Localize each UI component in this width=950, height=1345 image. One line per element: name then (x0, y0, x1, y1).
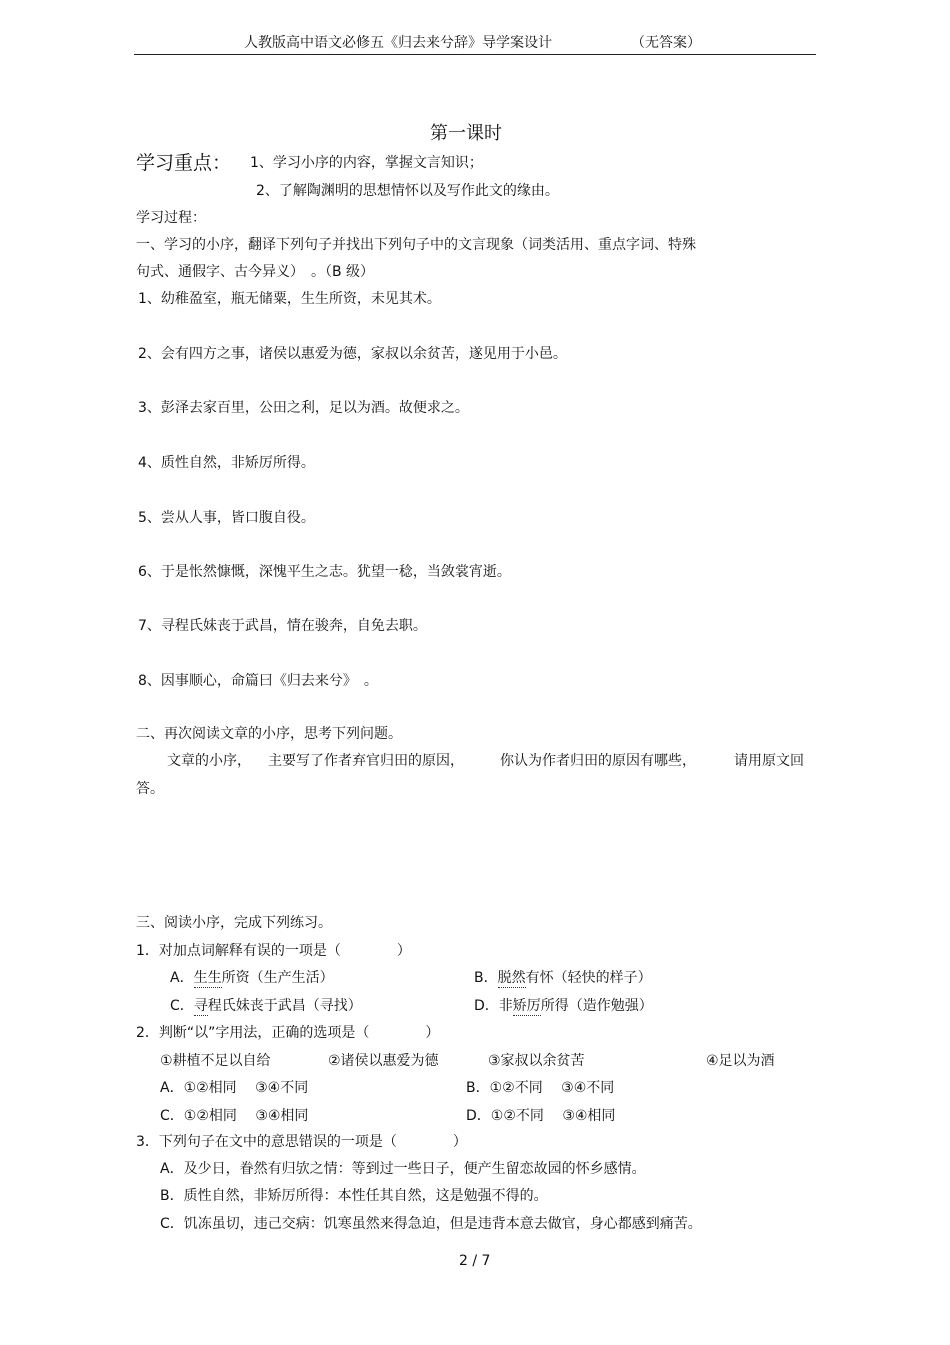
q1-option-c (170, 998, 362, 1016)
section2-q-part1: 文章的小序， (167, 753, 251, 769)
q2-option-c: C．①②相同 ③④相同 (160, 1108, 309, 1124)
sentence-1: 1、幼稚盈室，瓶无储粟，生生所资，未见其术。 (138, 291, 441, 307)
header-title: 人教版高中语文必修五《归去来兮辞》导学案设计 (244, 35, 552, 51)
q3-option-c: C．饥冻虽切，违己交病：饥寒虽然来得急迫，但是违背本意去做官，身心都感到痛苦。 (160, 1216, 702, 1232)
q3-stem: 3．下列句子在文中的意思错误的一项是（ ） (136, 1134, 467, 1150)
q2-sentence-1: ①耕植不足以自给 (160, 1053, 271, 1069)
section2-q-part2: 主要写了作者弃官归田的原因， (268, 753, 464, 769)
section2-title: 二、再次阅读文章的小序，思考下列问题。 (136, 726, 402, 742)
page-number: 2 / 7 (459, 1253, 491, 1269)
q1-b-dotted-word: 脱然 (497, 970, 526, 986)
q1-c-dotted-word: 寻 (193, 998, 208, 1014)
q2-option-a: A．①②相同 ③④不同 (160, 1080, 309, 1096)
q1-option-a (170, 970, 334, 988)
q3-option-a: A．及少日，眷然有归欤之情：等到过一些日子，便产生留恋故园的怀乡感情。 (160, 1161, 646, 1177)
q1-option-d (474, 998, 653, 1016)
q1-c-rest: 程氏妹丧于武昌（寻找） (207, 998, 362, 1014)
q1-d-rest: 所得（造作勉强） (540, 998, 653, 1014)
section2-q-part4: 请用原文回 (734, 753, 804, 769)
sentence-7: 7、寻程氏妹丧于武昌，情在骏奔，自免去职。 (138, 618, 427, 634)
q1-a-rest: 所资（生产生活） (221, 970, 334, 986)
sentence-2: 2、会有四方之事，诸侯以惠爱为德，家叔以余贫苦，遂见用于小邑。 (138, 346, 567, 362)
section3-title: 三、阅读小序，完成下列练习。 (136, 915, 332, 931)
q1-b-label: B． (474, 970, 498, 986)
q1-d-dotted-word: 矫厉 (512, 998, 541, 1014)
q1-option-b (474, 970, 652, 988)
sentence-4: 4、质性自然，非矫厉所得。 (138, 455, 315, 471)
sentence-3: 3、彭泽去家百里，公田之利，足以为酒。故便求之。 (138, 400, 469, 416)
q1-d-label: D．非 (474, 998, 513, 1014)
q2-stem: 2．判断“以”字用法，正确的选项是（ ） (136, 1025, 440, 1041)
q1-c-label: C． (170, 998, 194, 1014)
header-note: （无答案） (631, 35, 701, 51)
process-label: 学习过程： (136, 210, 206, 226)
q2-sentence-3: ③家叔以余贫苦 (488, 1053, 585, 1069)
focus-item-1: 1、学习小序的内容，掌握文言知识； (250, 155, 483, 171)
sentence-6: 6、于是怅然慷慨，深愧平生之志。犹望一稔，当敛裳宵逝。 (138, 564, 511, 580)
focus-label: 学习重点： (136, 152, 232, 174)
q1-stem: 1．对加点词解释有误的一项是（ ） (136, 943, 411, 959)
q2-option-d: D．①②不同 ③④相同 (466, 1108, 616, 1124)
q2-sentence-4: ④足以为酒 (706, 1053, 775, 1069)
section1-line2: 句式、通假字、古今异义） 。（B 级） (136, 264, 375, 280)
lesson-title: 第一课时 (430, 123, 502, 144)
section1-line1: 一、学习的小序，翻译下列句子并找出下列句子中的文言现象（词类活用、重点字词、特殊 (136, 237, 696, 253)
section2-q-part3: 你认为作者归田的原因有哪些， (500, 753, 696, 769)
section2-q-tail: 答。 (136, 781, 164, 797)
focus-item-2: 2、了解陶渊明的思想情怀以及写作此文的缘由。 (256, 183, 559, 199)
sentence-5: 5、尝从人事，皆口腹自役。 (138, 510, 315, 526)
header-divider (134, 54, 816, 55)
q1-a-dotted-word: 生生 (193, 970, 222, 986)
q2-option-b: B．①②不同 ③④不同 (466, 1080, 615, 1096)
q2-sentence-2: ②诸侯以惠爱为德 (328, 1053, 439, 1069)
q1-b-rest: 有怀（轻快的样子） (525, 970, 652, 986)
q1-a-label: A． (170, 970, 194, 986)
q3-option-b: B．质性自然，非矫厉所得：本性任其自然，这是勉强不得的。 (160, 1188, 548, 1204)
sentence-8: 8、因事顺心，命篇曰《归去来兮》 。 (138, 673, 378, 689)
